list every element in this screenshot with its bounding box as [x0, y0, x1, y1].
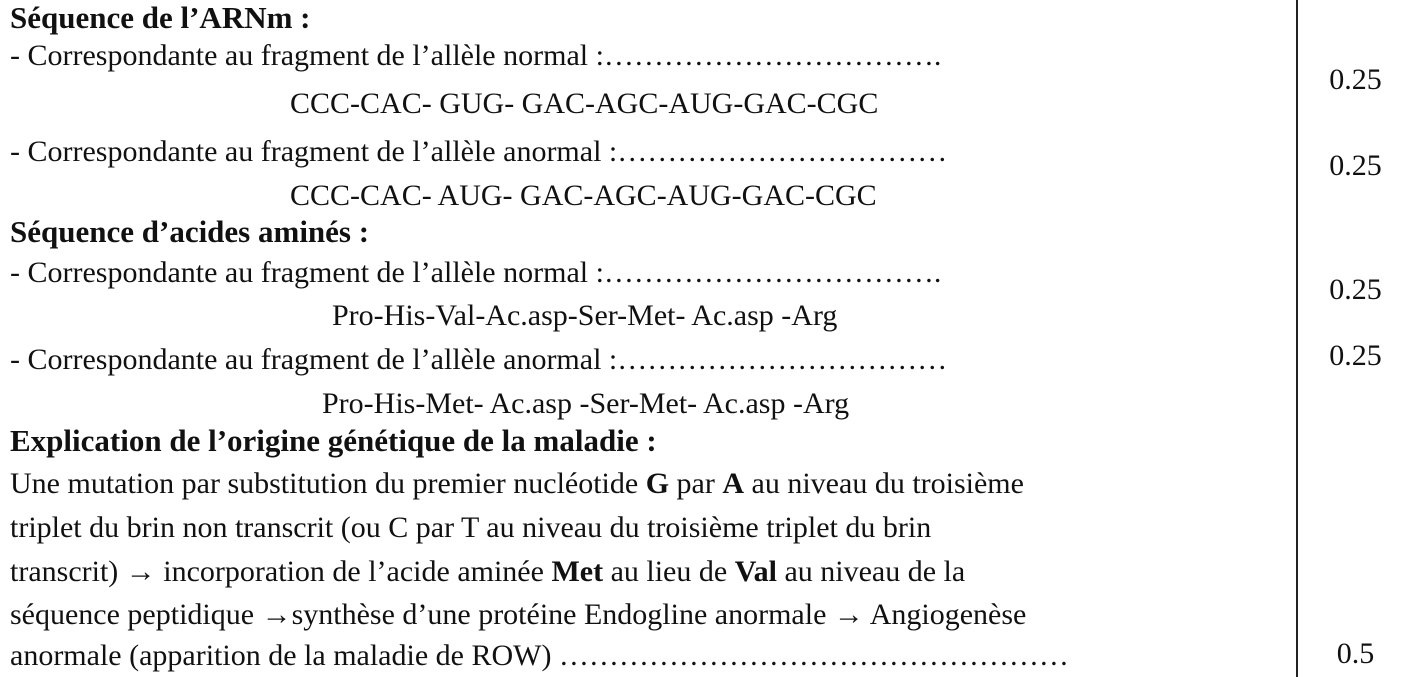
explication-heading: Explication de l’origine génétique de la maladie : [10, 423, 657, 458]
arnm-anormal-label: - Correspondante au fragment de l’allèle anormal :…………………………… [10, 135, 948, 168]
explication-line-2: triplet du brin non transcrit (ou C par T au niveau du troisième triplet du brin [10, 511, 932, 544]
explication-line-5: anormale (apparition de la maladie de ROW) …………………………………………… [10, 639, 1069, 672]
score-explication: 0.5 [1336, 637, 1375, 670]
explication-line-4: séquence peptidique →synthèse d’une protéine Endogline anormale → Angiogenèse [10, 598, 1027, 631]
aa-anormal-label: - Correspondante au fragment de l’allèle anormal :…………………………… [10, 343, 948, 376]
score-aa-anormal: 0.25 [1329, 339, 1382, 372]
arnm-normal-sequence: CCC-CAC- GUG- GAC-AGC-AUG-GAC-CGC [290, 87, 879, 120]
arnm-normal-label: - Correspondante au fragment de l’allèle normal :……………………………. [10, 39, 942, 72]
arnm-heading: Séquence de l’ARNm : [10, 0, 311, 35]
aa-heading: Séquence d’acides aminés : [10, 214, 370, 249]
column-divider [1296, 0, 1298, 677]
arnm-anormal-sequence: CCC-CAC- AUG- GAC-AGC-AUG-GAC-CGC [290, 179, 877, 212]
aa-normal-label: - Correspondante au fragment de l’allèle normal :……………………………. [10, 256, 942, 289]
aa-normal-sequence: Pro-His-Val-Ac.asp-Ser-Met- Ac.asp -Arg [332, 299, 838, 332]
aa-anormal-sequence: Pro-His-Met- Ac.asp -Ser-Met- Ac.asp -Arg [322, 387, 850, 420]
explication-line-1: Une mutation par substitution du premier nucléotide G par A au niveau du troisième [10, 467, 1024, 500]
score-arnm-normal: 0.25 [1329, 63, 1382, 96]
explication-line-3: transcrit) → incorporation de l’acide aminée Met au lieu de Val au niveau de la [10, 555, 966, 588]
score-aa-normal: 0.25 [1329, 273, 1382, 306]
score-arnm-anormal: 0.25 [1329, 149, 1382, 182]
